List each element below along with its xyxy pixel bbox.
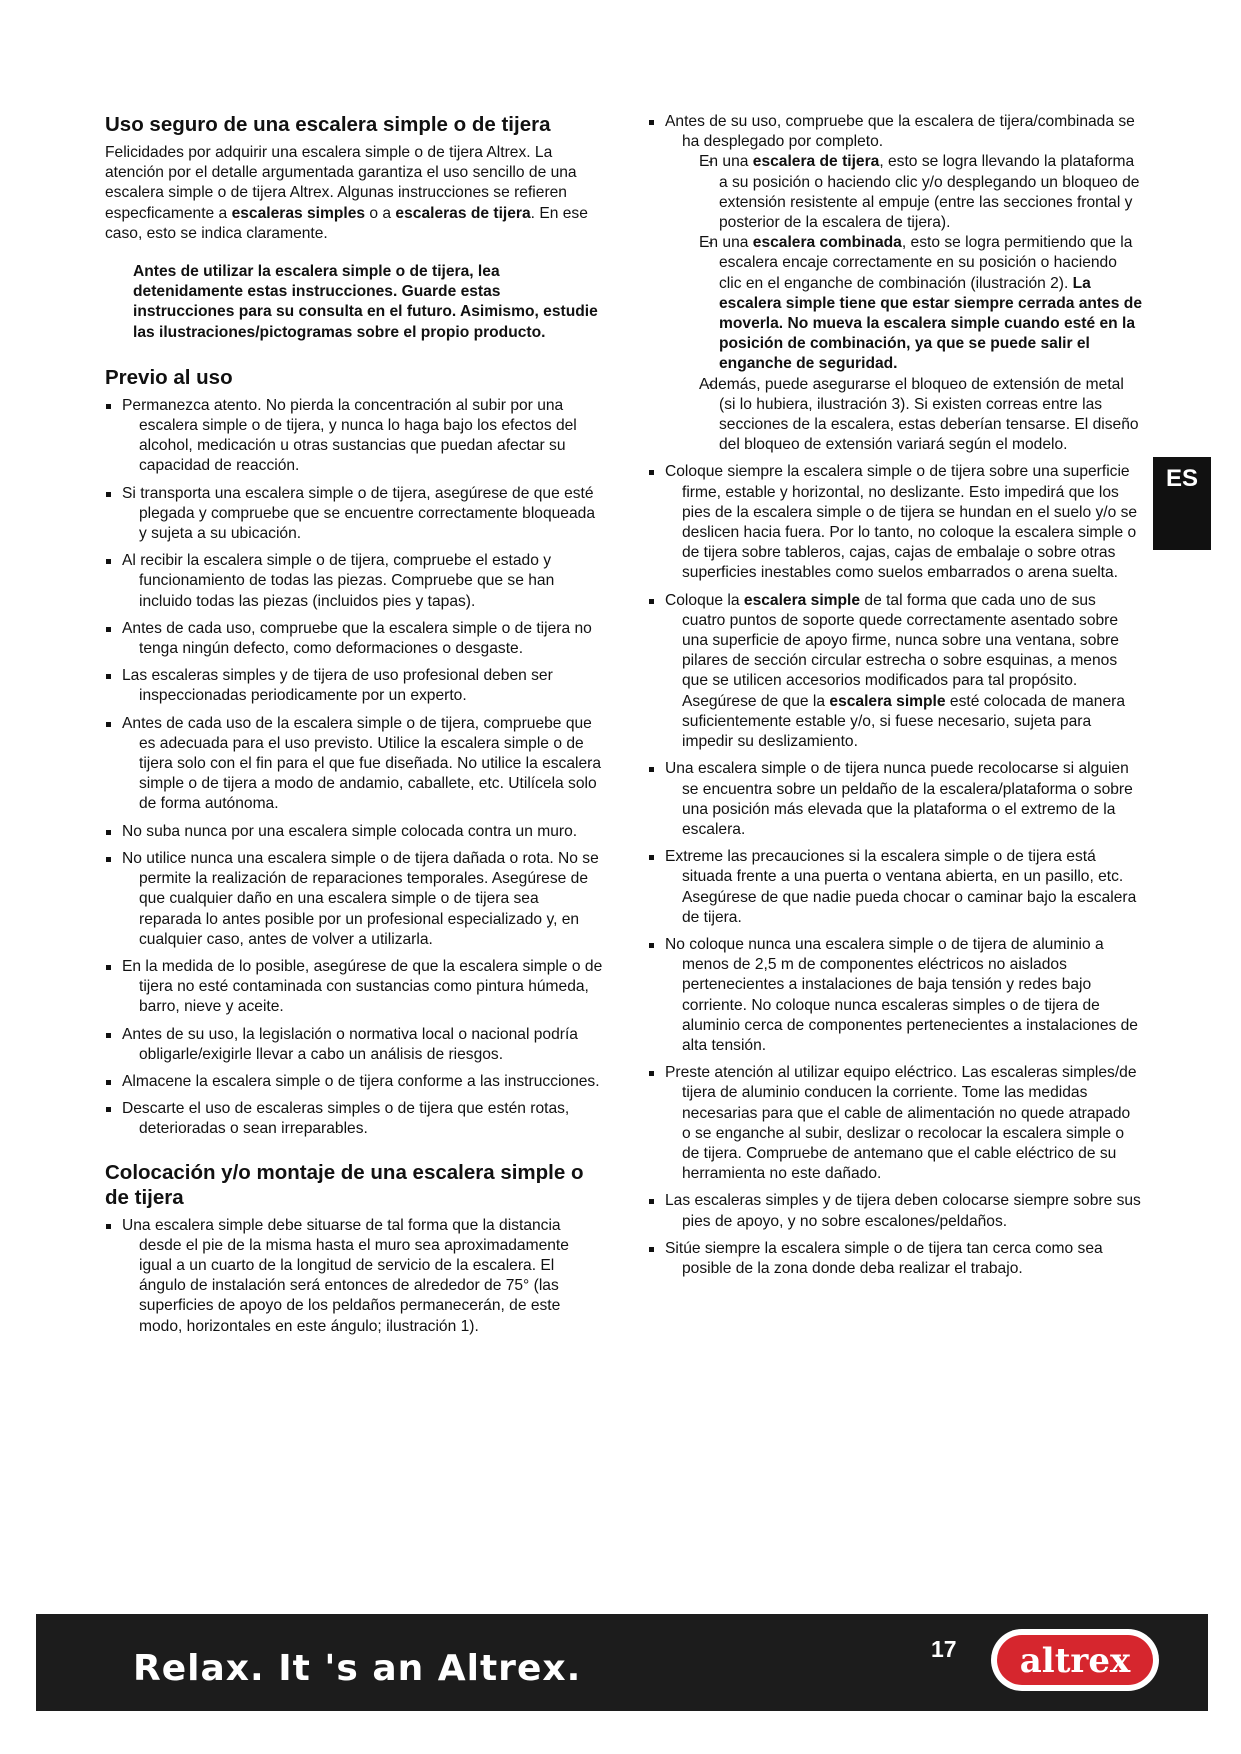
list-item: - En una escalera combinada, esto se logra permitiendo que la escalera encaje correctamente en su posición o haciendo clic en el enganche de combinación (ilustración 2). La escalera simple tiene que estar siempre cerrada antes de moverla. No mueva la escalera simple cuando esté en la posición de combinación, ya que se puede salir el enganche de seguridad.: [682, 233, 1143, 374]
list-item: Coloque siempre la escalera simple o de tijera sobre una superficie firme, estable y horizontal, no deslizante. Esto impedirá que los pies de la escalera simple o de tijera se hundan en el suelo y/o se deslicen hacia fuera. Por lo tanto, no coloque la escalera simple o de tijera sobre tableros, cajas, cajas de embalaje o sobre otras superficies inestables como suelos embarrados o arena suelta.: [648, 462, 1143, 583]
list-item-text: Antes de su uso, compruebe que la escalera de tijera/combinada se ha desplegado por completo.: [665, 113, 1135, 151]
intro-paragraph: Felicidades por adquirir una escalera simple o de tijera Altrex. La atención por el detalle argumentada garantiza el uso sencillo de una escalera simple o de tijera Altrex. Algunas instrucciones se refieren especficamente a escaleras simples o a escaleras de tijera. En ese caso, esto se indica claramente.: [105, 144, 588, 242]
list-item: Almacene la escalera simple o de tijera conforme a las instrucciones.: [105, 1072, 605, 1092]
list-item: - Además, puede asegurarse el bloqueo de extensión de metal (si lo hubiera, ilustración 3). Si existen correas entre las secciones de la escalera, estas deberían tensarse. El diseño del bloqueo de extensión variará según el modelo.: [682, 375, 1143, 456]
list-item: Antes de cada uso, compruebe que la escalera simple o de tijera no tenga ningún defecto, como deformaciones o desgaste.: [105, 619, 605, 659]
warning-paragraph: Antes de utilizar la escalera simple o de tijera, lea detenidamente estas instrucciones. Guarde estas instrucciones para su consulta en el futuro. Asimismo, estudie las ilustraciones/pictogramas sobre el propio producto.: [133, 263, 598, 341]
list-item: Permanezca atento. No pierda la concentración al subir por una escalera simple o de tijera, y nunca lo haga bajo los efectos del alcohol, medicación u otras sustancias que puedan afectar su capacidad de reacción.: [105, 396, 605, 477]
list-item: No suba nunca por una escalera simple colocada contra un muro.: [105, 822, 605, 842]
placement-rules-list: [648, 462, 1143, 1279]
section-heading-placement: Colocación y/o montaje de una escalera simple o de tijera: [105, 1160, 584, 1209]
left-column: [105, 112, 605, 1344]
list-item: Una escalera simple debe situarse de tal forma que la distancia desde el pie de la misma hasta el muro sea aproximadamente igual a un cuarto de la longitud de servicio de la escalera. El ángulo de instalación será entonces de alrededor de 75° (las superficies de apoyo de los peldaños permanecerán, de este modo, horizontales en este ángulo; ilustración 1).: [105, 1216, 605, 1337]
list-item: Antes de su uso, la legislación o normativa local o nacional podría obligarle/exigirle llevar a cabo un análisis de riesgos.: [105, 1025, 605, 1065]
list-item: Antes de cada uso de la escalera simple o de tijera, compruebe que es adecuada para el uso previsto. Utilice la escalera simple o de tijera solo con el fin para el que fue diseñada. No utilice la escalera simple o de tijera a modo de andamio, caballete, etc. Utilícela solo de forma autónoma.: [105, 714, 605, 815]
list-item: No utilice nunca una escalera simple o de tijera dañada o rota. No se permite la realización de reparaciones temporales. Asegúrese de que cualquier daño en una escalera simple o de tijera sea reparada lo antes posible por un profesional especializado y, en cualquier caso, antes de volver a utilizarla.: [105, 849, 605, 950]
list-item: Coloque la escalera simple de tal forma que cada uno de sus cuatro puntos de soporte quede correctamente asentado sobre una superficie de apoyo firme, nunca sobre una ventana, sobre pilares de sección circular estrecha o sobre esquinas, a menos que se utilicen accesorios modificados para tal propósito. Asegúrese de que la escalera simple esté colocada de manera suficientemente estable y/o, si fuese necesario, sujeta para impedir su deslizamiento.: [648, 591, 1143, 753]
altrex-logo: [988, 1626, 1162, 1694]
section-heading-safe-use: Uso seguro de una escalera simple o de tijera: [105, 113, 551, 136]
list-item: Las escaleras simples y de tijera deben colocarse siempre sobre sus pies de apoyo, y no sobre escalones/peldaños.: [648, 1191, 1143, 1231]
sub-list: [682, 152, 1143, 455]
list-item: Extreme las precauciones si la escalera simple o de tijera está situada frente a una puerta o ventana abierta, en un pasillo, etc. Asegúrese de que nadie pueda chocar o caminar bajo la escalera de tijera.: [648, 847, 1143, 928]
right-column: [648, 112, 1143, 1286]
list-item: No coloque nunca una escalera simple o de tijera de aluminio a menos de 2,5 m de componentes eléctricos no aislados pertenecientes a instalaciones de baja tensión y redes bajo corriente. No coloque nunca escaleras simples o de tijera de aluminio cerca de componentes pertenecientes a instalaciones de alta tensión.: [648, 935, 1143, 1056]
section-heading-before-use: Previo al uso: [105, 365, 233, 389]
placement-list: [105, 1216, 605, 1337]
page-number: 17: [931, 1636, 957, 1662]
list-item: Al recibir la escalera simple o de tijera, compruebe el estado y funcionamiento de todas las piezas. Compruebe que se han incluido todas las piezas (incluidos pies y tapas).: [105, 551, 605, 612]
list-item: [648, 112, 1143, 455]
unfold-check-list: [648, 112, 1143, 455]
footer-banner: [36, 1614, 1208, 1711]
before-use-list: [105, 396, 605, 1140]
list-item: - En una escalera de tijera, esto se logra llevando la plataforma a su posición o haciendo clic y/o desplegando un bloqueo de extensión resistente al empuje (entre las secciones frontal y posterior de la escalera de tijera).: [682, 152, 1143, 233]
list-item: Si transporta una escalera simple o de tijera, asegúrese de que esté plegada y compruebe que se encuentre correctamente bloqueada y sujeta a su ubicación.: [105, 484, 605, 545]
list-item: Las escaleras simples y de tijera de uso profesional deben ser inspeccionadas periodicamente por un experto.: [105, 666, 605, 706]
list-item: Una escalera simple o de tijera nunca puede recolocarse si alguien se encuentra sobre un peldaño de la escalera/plataforma o sobre una posición más elevada que la plataforma o el extremo de la escalera.: [648, 759, 1143, 840]
list-item: En la medida de lo posible, asegúrese de que la escalera simple o de tijera no esté contaminada con sustancias como pintura húmeda, barro, nieve y aceite.: [105, 957, 605, 1018]
language-tab: ES: [1153, 457, 1211, 550]
list-item: Descarte el uso de escaleras simples o de tijera que estén rotas, deterioradas o sean irreparables.: [105, 1099, 605, 1139]
footer-slogan: Relax. It 's an Altrex.: [133, 1648, 582, 1689]
list-item: Sitúe siempre la escalera simple o de tijera tan cerca como sea posible de la zona donde deba realizar el trabajo.: [648, 1239, 1143, 1279]
logo-text: altrex: [1019, 1641, 1131, 1681]
list-item: Preste atención al utilizar equipo eléctrico. Las escaleras simples/de tijera de aluminio conducen la corriente. Tome las medidas necesarias para que el cable de alimentación no quede atrapado o se enganche al subir, deslizar o recolocar la escalera simple o de tijera. Compruebe de antemano que el cable eléctrico de su herramienta no este dañado.: [648, 1063, 1143, 1184]
